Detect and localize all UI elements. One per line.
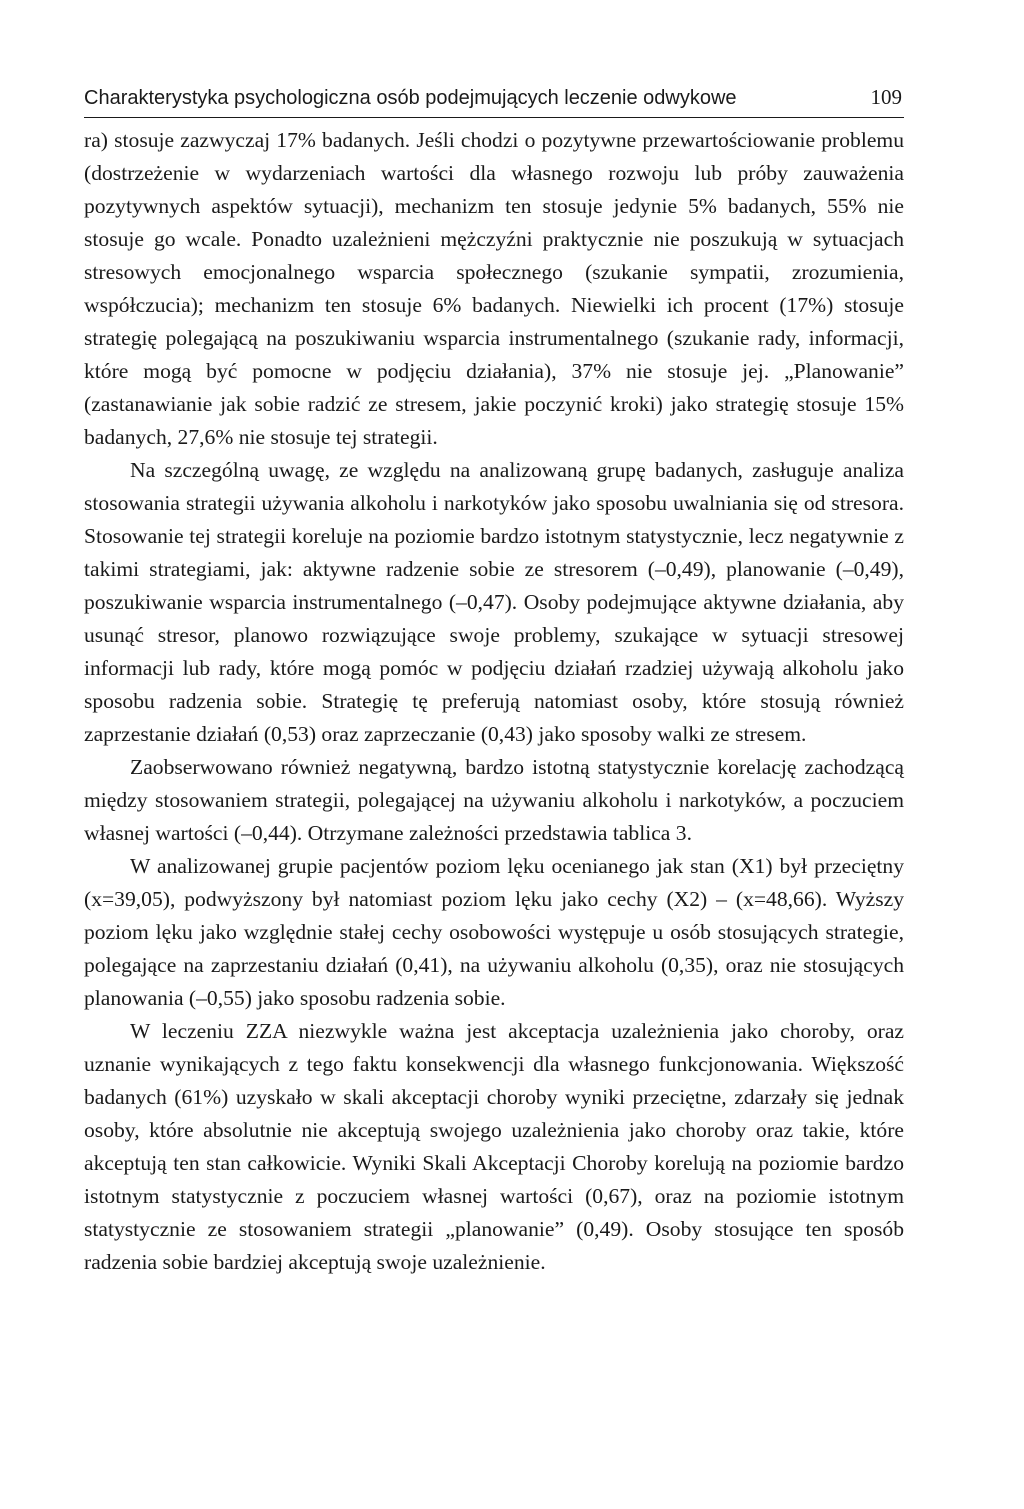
book-page [84,84,904,1279]
paragraph: Zaobserwowano również negatywną, bardzo istotną statystycznie korelację zachodzącą między stosowaniem strategii, polegającej na używaniu alkoholu i narkotyków, a poczuciem własnej wartości (–0,44). Otrzymane zależności przedstawia tablica 3. [84,755,904,845]
running-title: Charakterystyka psychologiczna osób podejmujących leczenie odwykowe [84,87,737,109]
body-text [84,124,904,1279]
page-number: 109 [870,85,902,109]
paragraph-continued: ra) stosuje zazwyczaj 17% badanych. Jeśli chodzi o pozytywne przewartościowanie problemu (dostrzeżenie w wydarzeniach wartości dla własnego rozwoju lub próby zauważenia pozytywnych aspektów sytuacji), mechanizm ten stosuje jedynie 5% badanych, 55% nie stosuje go wcale. Ponadto uzależnieni mężczyźni praktycznie nie poszukują w sytuacjach stresowych emocjonalnego wsparcia społecznego (szukanie sympatii, zrozumienia, współczucia); mechanizm ten stosuje 6% badanych. Niewielki ich procent (17%) stosuje strategię polegającą na poszukiwaniu wsparcia instrumentalnego (szukanie rady, informacji, które mogą być pomocne w podjęciu działania), 37% nie stosuje jej. „Planowanie” (zastanawianie jak sobie radzić ze stresem, jakie poczynić kroki) jako strategię stosuje 15% badanych, 27,6% nie stosuje tej strategii. [84,128,904,449]
running-header [84,84,904,118]
paragraph: Na szczególną uwagę, ze względu na analizowaną grupę badanych, zasługuje analiza stosowania strategii używania alkoholu i narkotyków jako sposobu uwalniania się od stresora. Stosowanie tej strategii koreluje na poziomie bardzo istotnym statystycznie, lecz negatywnie z takimi strategiami, jak: aktywne radzenie sobie ze stresorem (–0,49), planowanie (–0,49), poszukiwanie wsparcia instrumentalnego (–0,47). Osoby podejmujące aktywne działania, aby usunąć stresor, planowo rozwiązujące swoje problemy, szukające w sytuacji stresowej informacji lub rady, które mogą pomóc w podjęciu działań rzadziej używają alkoholu jako sposobu radzenia sobie. Strategię tę preferują natomiast osoby, które stosują również zaprzestanie działań (0,53) oraz zaprzeczanie (0,43) jako sposoby walki ze stresem. [84,458,904,746]
paragraph: W analizowanej grupie pacjentów poziom lęku ocenianego jak stan (X1) był przeciętny (x=39,05), podwyższony był natomiast poziom lęku jako cechy (X2) – (x=48,66). Wyższy poziom lęku jako względnie stałej cechy osobowości występuje u osób stosujących strategie, polegające na zaprzestaniu działań (0,41), na używaniu alkoholu (0,35), oraz nie stosujących planowania (–0,55) jako sposobu radzenia sobie. [84,854,904,1010]
paragraph: W leczeniu ZZA niezwykle ważna jest akceptacja uzależnienia jako choroby, oraz uznanie wynikających z tego faktu konsekwencji dla własnego funkcjonowania. Większość badanych (61%) uzyskało w skali akceptacji choroby wyniki przeciętne, zdarzały się jednak osoby, które absolutnie nie akceptują swojego uzależnienia jako choroby oraz takie, które akceptują ten stan całkowicie. Wyniki Skali Akceptacji Choroby korelują na poziomie bardzo istotnym statystycznie z poczuciem własnej wartości (0,67), oraz na poziomie istotnym statystycznie ze stosowaniem strategii „planowanie” (0,49). Osoby stosujące ten sposób radzenia sobie bardziej akceptują swoje uzależnienie. [84,1019,904,1274]
